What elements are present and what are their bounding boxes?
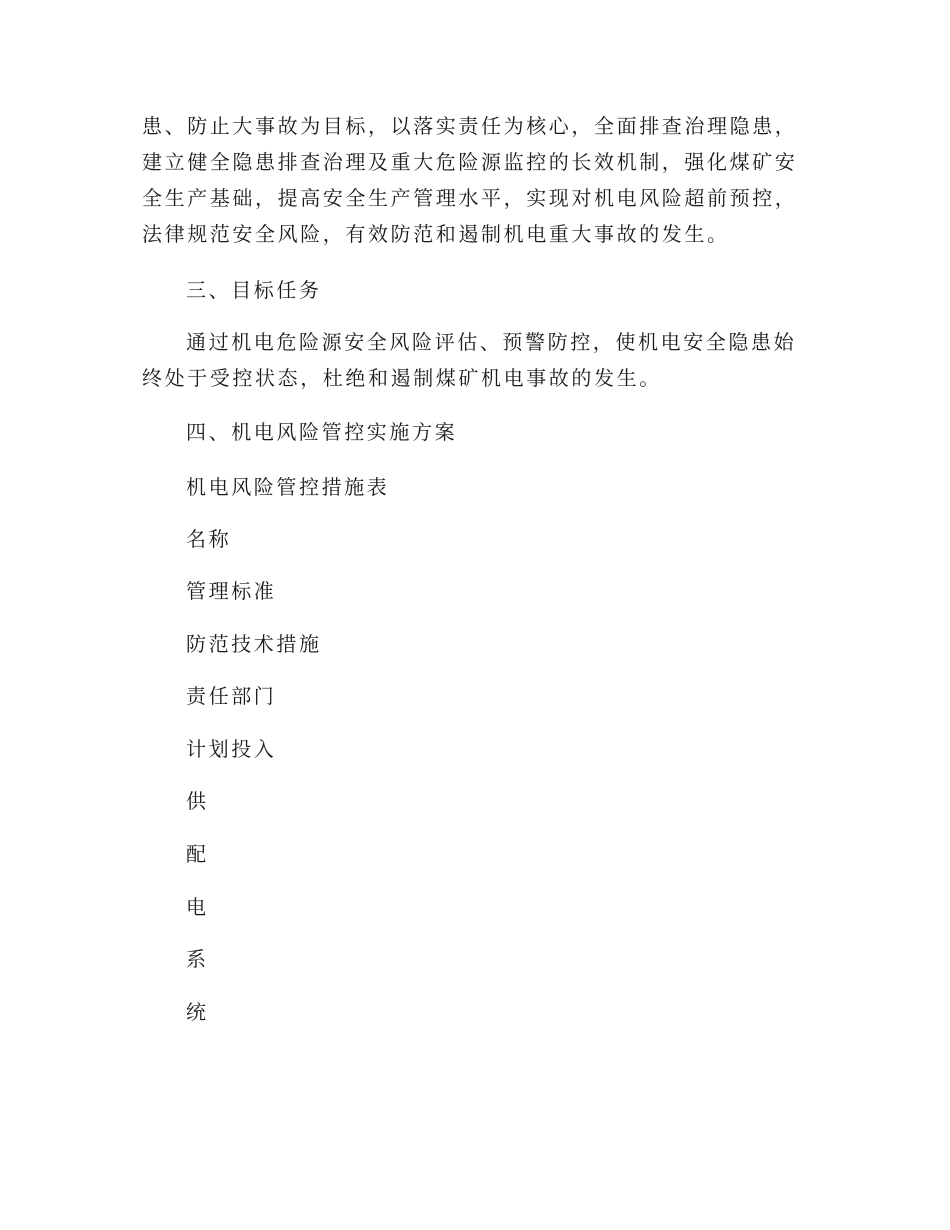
category-char: 电 [186,895,209,919]
paragraph-objectives: 通过机电危险源安全风险评估、预警防控，使机电安全隐患始终处于受控状态，杜绝和遏制煤矿机电事故的发生。 [142,330,797,390]
section-heading-plan: 四、机电风险管控实施方案 [186,420,458,444]
table-header-measures: 防范技术措施 [186,632,322,656]
table-header-investment: 计划投入 [186,737,277,761]
table-header-standard: 管理标准 [186,579,277,603]
category-char: 供 [186,789,209,813]
table-title: 机电风险管控措施表 [186,475,390,499]
section-heading-objectives: 三、目标任务 [186,278,322,302]
paragraph-intro: 患、防止大事故为目标，以落实责任为核心，全面排查治理隐患，建立健全隐患排查治理及重大危险源监控的长效机制，强化煤矿安全生产基础，提高安全生产管理水平，实现对机电风险超前预控，法律规范安全风险，有效防范和遏制机电重大事故的发生。 [142,114,798,246]
table-header-name: 名称 [186,527,232,551]
category-char: 系 [186,947,209,971]
table-header-department: 责任部门 [186,684,277,708]
category-char: 统 [186,1000,209,1024]
category-char: 配 [186,842,209,866]
